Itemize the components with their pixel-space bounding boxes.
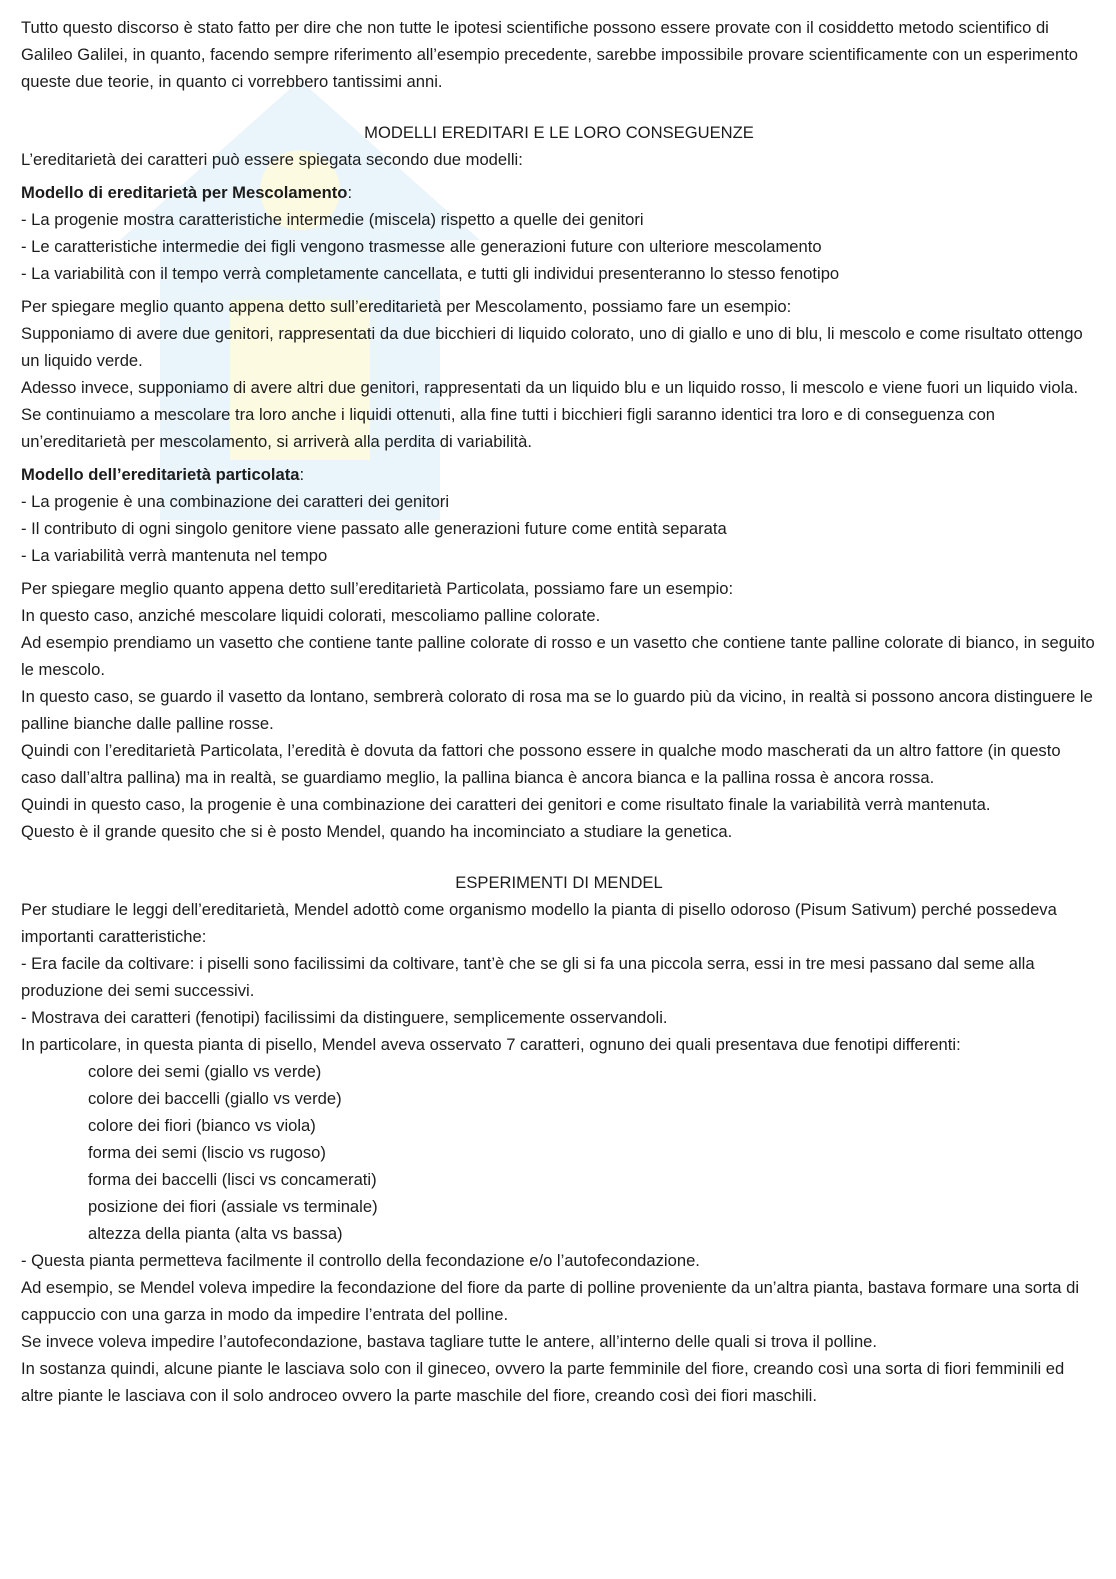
- list-item: posizione dei fiori (assiale vs terminale): [88, 1197, 378, 1216]
- paragraph: Quindi con l’ereditarietà Particolata, l’eredità è dovuta da fattori che possono essere in qualche modo mascherati da un altro fattore (in questo caso dall’altra pallina) ma in realtà, se guardiamo meglio, la pallina bianca è ancora bianca e la pallina rossa è ancora rossa.: [21, 741, 1061, 787]
- paragraph: In particolare, in questa pianta di pisello, Mendel aveva osservato 7 caratteri, ognuno dei quali presentava due fenotipi differenti:: [21, 1035, 961, 1054]
- model1-heading-suffix: :: [347, 183, 353, 202]
- intro-paragraph: Tutto questo discorso è stato fatto per dire che non tutte le ipotesi scientifiche possono essere provate con il cosiddetto metodo scientifico di Galileo Galilei, in quanto, facendo sempre riferimento all’esempio precedente, sarebbe impossibile provare scientificamente con un esperimento queste due teorie, in quanto ci vorrebbero tantissimi anni.: [21, 18, 1079, 91]
- model1-example: [21, 293, 1097, 455]
- paragraph: Ad esempio prendiamo un vasetto che contiene tante palline colorate di rosso e un vasetto che contiene tante palline colorate di bianco, in seguito le mescolo.: [21, 633, 1095, 679]
- paragraph: - Mostrava dei caratteri (fenotipi) facilissimi da distinguere, semplicemente osservandoli.: [21, 1008, 668, 1027]
- section-title-modelli: MODELLI EREDITARI E LE LORO CONSEGUENZE: [364, 123, 754, 142]
- paragraph: Adesso invece, supponiamo di avere altri due genitori, rappresentati da un liquido blu e un liquido rosso, li mescolo e viene fuori un liquido viola.: [21, 378, 1079, 397]
- list-item: - La progenie mostra caratteristiche intermedie (miscela) rispetto a quelle dei genitori: [21, 210, 644, 229]
- paragraph: Ad esempio, se Mendel voleva impedire la fecondazione del fiore da parte di polline proveniente da un’altra pianta, bastava formare una sorta di cappuccio con una garza in modo da impedire l’entrata del polline.: [21, 1278, 1080, 1324]
- paragraph: In questo caso, se guardo il vasetto da lontano, sembrerà colorato di rosa ma se lo guardo più da vicino, in realtà si possono ancora distinguere le palline bianche dalle palline rosse.: [21, 687, 1093, 733]
- mendel-paragraphs: [21, 896, 1097, 1058]
- list-item: - La variabilità con il tempo verrà completamente cancellata, e tutti gli individui presenteranno lo stesso fenotipo: [21, 264, 840, 283]
- mendel-closing: [21, 1247, 1097, 1409]
- model1-bullets: [21, 206, 1097, 287]
- paragraph: Se continuiamo a mescolare tra loro anche i liquidi ottenuti, alla fine tutti i bicchieri figli saranno identici tra loro e di conseguenza con un’ereditarietà per mescolamento, si arriverà alla perdita di variabilità.: [21, 405, 996, 451]
- paragraph: Questo è il grande quesito che si è posto Mendel, quando ha incominciato a studiare la genetica.: [21, 822, 733, 841]
- model1-heading: Modello di ereditarietà per Mescolamento: [21, 183, 348, 202]
- document-page: [21, 14, 1097, 1409]
- paragraph: Per spiegare meglio quanto appena detto sull’ereditarietà per Mescolamento, possiamo fare un esempio:: [21, 297, 792, 316]
- model2-heading-line: [21, 461, 1097, 488]
- paragraph: In sostanza quindi, alcune piante le lasciava solo con il gineceo, ovvero la parte femminile del fiore, creando così una sorta di fiori femminili ed altre piante le lasciava con il solo androceo ovvero la parte maschile del fiore, creando così dei fiori maschili.: [21, 1359, 1065, 1405]
- model2-heading-suffix: :: [299, 465, 305, 484]
- paragraph: Per studiare le leggi dell’ereditarietà, Mendel adottò come organismo modello la pianta di pisello odoroso (Pisum Sativum) perché possedeva importanti caratteristiche:: [21, 900, 1057, 946]
- traits-list: [21, 1058, 1097, 1247]
- paragraph: - Questa pianta permetteva facilmente il controllo della fecondazione e/o l’autofecondazione.: [21, 1251, 700, 1270]
- list-item: forma dei baccelli (lisci vs concamerati): [88, 1170, 377, 1189]
- section-title-mendel: ESPERIMENTI DI MENDEL: [455, 873, 663, 892]
- model2-heading: Modello dell’ereditarietà particolata: [21, 465, 300, 484]
- paragraph: In questo caso, anziché mescolare liquidi colorati, mescoliamo palline colorate.: [21, 606, 601, 625]
- list-item: colore dei fiori (bianco vs viola): [88, 1116, 316, 1135]
- list-item: altezza della pianta (alta vs bassa): [88, 1224, 343, 1243]
- list-item: colore dei semi (giallo vs verde): [88, 1062, 322, 1081]
- model2-bullets: [21, 488, 1097, 569]
- list-item: colore dei baccelli (giallo vs verde): [88, 1089, 342, 1108]
- model1-heading-line: [21, 179, 1097, 206]
- list-item: - Il contributo di ogni singolo genitore viene passato alle generazioni future come entità separata: [21, 519, 727, 538]
- paragraph: Quindi in questo caso, la progenie è una combinazione dei caratteri dei genitori e come risultato finale la variabilità verrà mantenuta.: [21, 795, 991, 814]
- paragraph: Per spiegare meglio quanto appena detto sull’ereditarietà Particolata, possiamo fare un esempio:: [21, 579, 734, 598]
- paragraph: Se invece voleva impedire l’autofecondazione, bastava tagliare tutte le antere, all’interno delle quali si trova il polline.: [21, 1332, 878, 1351]
- list-item: - La variabilità verrà mantenuta nel tempo: [21, 546, 328, 565]
- section-lead: L’ereditarietà dei caratteri può essere spiegata secondo due modelli:: [21, 150, 523, 169]
- paragraph: Supponiamo di avere due genitori, rappresentati da due bicchieri di liquido colorato, uno di giallo e uno di blu, li mescolo e come risultato ottengo un liquido verde.: [21, 324, 1083, 370]
- list-item: - La progenie è una combinazione dei caratteri dei genitori: [21, 492, 450, 511]
- list-item: - Le caratteristiche intermedie dei figli vengono trasmesse alle generazioni future con ulteriore mescolamento: [21, 237, 822, 256]
- list-item: forma dei semi (liscio vs rugoso): [88, 1143, 326, 1162]
- model2-example: [21, 575, 1097, 845]
- paragraph: - Era facile da coltivare: i piselli sono facilissimi da coltivare, tant’è che se gli si fa una piccola serra, essi in tre mesi passano dal seme alla produzione dei semi successivi.: [21, 954, 1035, 1000]
